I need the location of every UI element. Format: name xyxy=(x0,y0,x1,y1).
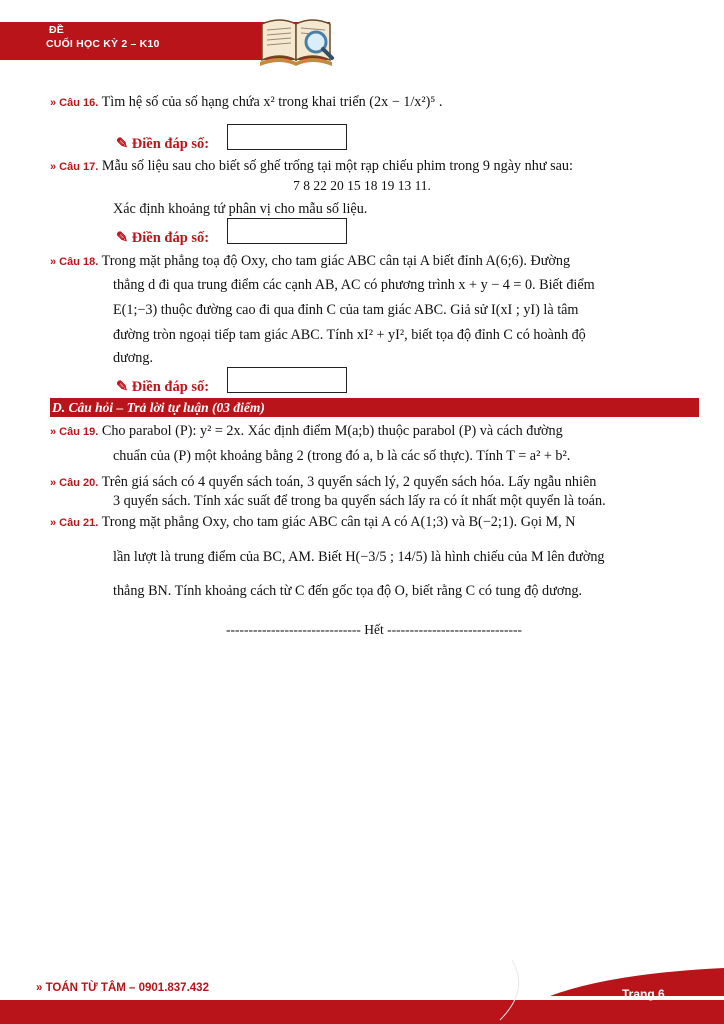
pencil-icon: ✎ xyxy=(116,136,132,152)
question-21 xyxy=(50,512,674,533)
question-19 xyxy=(50,421,674,442)
q18-line1: Trong mặt phẳng toạ độ Oxy, cho tam giác ABC cân tại A biết đỉnh A(6;6). Đường xyxy=(101,253,571,269)
fill-label-text: Điền đáp số: xyxy=(131,136,210,152)
q17-label: » Câu 17. xyxy=(50,161,99,173)
q16-fill-label xyxy=(116,136,209,153)
q17-ask: Xác định khoảng tứ phân vị cho mẫu số liệu. xyxy=(113,201,368,217)
q17-text: Mẫu số liệu sau cho biết số ghế trống tại một rạp chiếu phim trong 9 ngày như sau: xyxy=(101,158,573,174)
q19-label: » Câu 19. xyxy=(50,426,99,438)
q18-line2: thẳng d đi qua trung điểm các cạnh AB, AC có phương trình x + y − 4 = 0. Biết điểm xyxy=(113,277,595,293)
pencil-icon: ✎ xyxy=(116,379,132,395)
pencil-icon: ✎ xyxy=(116,230,132,246)
q18-line4: đường tròn ngoại tiếp tam giác ABC. Tính xI² + yI², biết tọa độ đỉnh C có hoành độ xyxy=(113,327,586,343)
q21-line2: lần lượt là trung điểm của BC, AM. Biết H(−3/5 ; 14/5) là hình chiếu của M lên đường xyxy=(113,549,605,565)
q18-line3: E(1;−3) thuộc đường cao đi qua đỉnh C của tam giác ABC. Giả sử I(xI ; yI) là tâm xyxy=(113,302,579,318)
q20-label: » Câu 20. xyxy=(50,477,99,489)
q20-line1: Trên giá sách có 4 quyển sách toán, 3 quyển sách lý, 2 quyển sách hóa. Lấy ngẫu nhiên xyxy=(101,474,597,490)
q20-line2: 3 quyển sách. Tính xác suất để trong ba quyển sách lấy ra có ít nhất một quyển là toán. xyxy=(113,493,606,509)
q18-line5: dương. xyxy=(113,350,154,366)
q16-label: » Câu 16. xyxy=(50,97,99,109)
header-title xyxy=(46,23,160,51)
q17-answer-box[interactable] xyxy=(227,218,347,244)
header-line1: ĐỀ xyxy=(49,24,64,36)
question-18 xyxy=(50,251,674,272)
q19-line2: chuẩn của (P) một khoảng bằng 2 (trong đó a, b là các số thực). Tính T = a² + b². xyxy=(113,448,571,464)
q17-data: 7 8 22 20 15 18 19 13 11. xyxy=(293,178,431,193)
question-16 xyxy=(50,92,674,113)
question-17 xyxy=(50,156,674,177)
end-marker: ------------------------------ Hết ------------------------------ xyxy=(226,622,522,637)
section-d-title: D. Câu hỏi – Trả lời tự luận (03 điểm) xyxy=(50,398,699,417)
header-line2: CUỐI HỌC KỲ 2 – K10 xyxy=(46,38,160,50)
page-number: Trang 6 xyxy=(622,987,665,1001)
q21-label: » Câu 21. xyxy=(50,517,99,529)
q21-line1: Trong mặt phẳng Oxy, cho tam giác ABC cân tại A có A(1;3) và B(−2;1). Gọi M, N xyxy=(101,514,576,530)
q18-fill-label xyxy=(116,379,209,396)
q16-text: Tìm hệ số của số hạng chứa x² trong khai triển (2x − 1/x²)⁵ . xyxy=(101,94,443,110)
q21-line3: thẳng BN. Tính khoảng cách từ C đến gốc tọa độ O, biết rằng C có tung độ dương. xyxy=(113,583,583,599)
q16-answer-box[interactable] xyxy=(227,124,347,150)
fill-label-text: Điền đáp số: xyxy=(131,379,210,395)
footer-contact: » TOÁN TỪ TÂM – 0901.837.432 xyxy=(36,982,209,994)
question-20 xyxy=(50,472,674,493)
book-magnifier-icon xyxy=(256,6,336,70)
q17-fill-label xyxy=(116,230,209,247)
q18-label: » Câu 18. xyxy=(50,256,99,268)
fill-label-text: Điền đáp số: xyxy=(131,230,210,246)
q19-line1: Cho parabol (P): y² = 2x. Xác định điểm M(a;b) thuộc parabol (P) và cách đường xyxy=(101,423,563,439)
q18-answer-box[interactable] xyxy=(227,367,347,393)
